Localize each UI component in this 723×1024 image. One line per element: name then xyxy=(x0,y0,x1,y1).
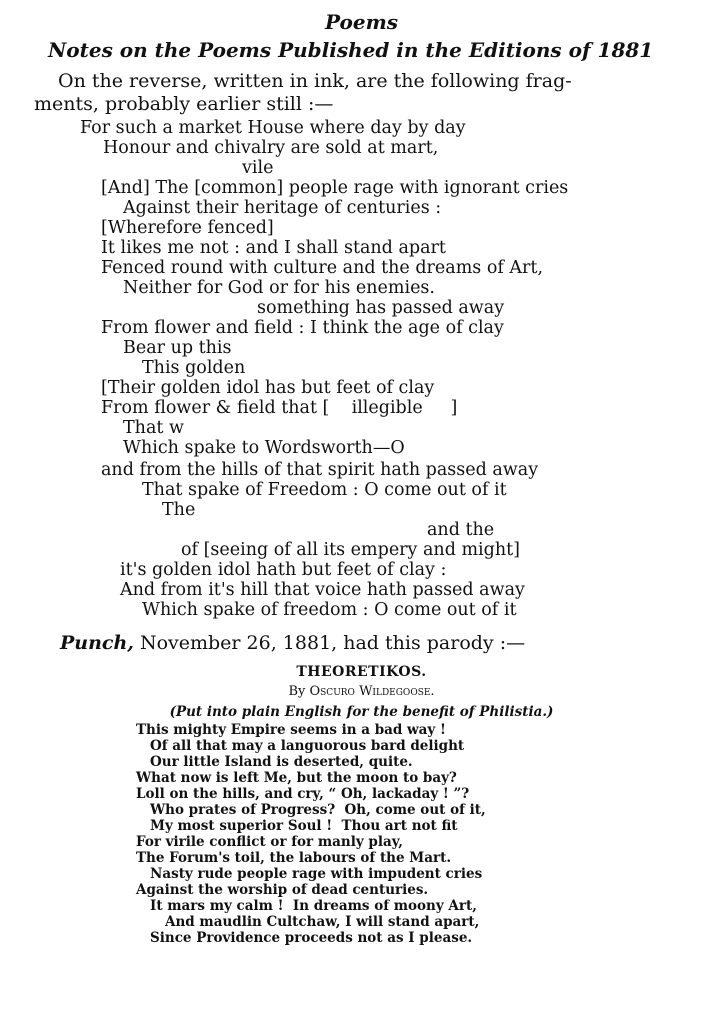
fragment-line: it's golden idol hath but feet of clay : xyxy=(120,560,447,580)
fragment-line: That w xyxy=(123,418,184,438)
byline-by: By xyxy=(288,684,306,699)
fragment-line: It likes me not : and I shall stand apart xyxy=(101,238,446,258)
fragment-line: Neither for God or for his enemies. xyxy=(123,278,435,298)
running-head: Poems xyxy=(325,10,398,34)
fragment-line: That spake of Freedom : O come out of it xyxy=(142,480,507,500)
fragment-line: Which spake of freedom : O come out of it xyxy=(142,600,517,620)
fragment-line: [Their golden idol has but feet of clay xyxy=(101,378,435,398)
parody-line: Since Providence proceeds not as I please. xyxy=(150,930,473,946)
parody-line: Of all that may a languorous bard delight xyxy=(150,738,465,754)
parody-line: The Forum's toil, the labours of the Mart. xyxy=(136,850,452,866)
parody-line: Who prates of Progress? Oh, come out of it, xyxy=(150,802,486,818)
fragment-line: Which spake to Wordsworth—O xyxy=(123,438,405,458)
fragment-line: [Wherefore fenced] xyxy=(101,218,274,238)
parody-line: Nasty rude people rage with impudent cries xyxy=(150,866,483,882)
parody-line: And maudlin Cultchaw, I will stand apart, xyxy=(165,914,480,930)
fragment-line: Honour and chivalry are sold at mart, xyxy=(103,138,439,158)
punch-intro xyxy=(60,632,525,654)
fragment-line: For such a market House where day by day xyxy=(80,118,466,138)
fragment-line: This golden xyxy=(142,358,246,378)
parody-line: For virile conflict or for manly play, xyxy=(136,834,403,850)
section-title: Notes on the Poems Published in the Editions of 1881 xyxy=(48,38,654,62)
fragment-line: Fenced round with culture and the dreams of Art, xyxy=(101,258,544,278)
fragment-line: something has passed away xyxy=(257,298,505,318)
parody-line: Loll on the hills, and cry, “ Oh, lackaday ! ”? xyxy=(136,786,470,802)
fragment-line: of [seeing of all its empery and might] xyxy=(181,540,520,560)
parody-note: (Put into plain English for the benefit of Philistia.) xyxy=(169,704,554,720)
parody-line: My most superior Soul ! Thou art not fit xyxy=(150,818,458,834)
parody-line: Our little Island is deserted, quite. xyxy=(150,754,413,770)
intro-line-2: ments, probably earlier still :— xyxy=(34,93,334,115)
punch-intro-text: November 26, 1881, had this parody :— xyxy=(133,632,526,654)
parody-title: THEORETIKOS. xyxy=(296,664,427,680)
parody-line: Against the worship of dead centuries. xyxy=(136,882,429,898)
punch-name: Punch, xyxy=(60,632,134,654)
fragment-line: [And] The [common] people rage with ignorant cries xyxy=(101,178,569,198)
fragment-line: Bear up this xyxy=(123,338,232,358)
fragment-line: From flower and field : I think the age of clay xyxy=(101,318,504,338)
fragment-line: And from it's hill that voice hath passed away xyxy=(120,580,525,600)
intro-line-1: On the reverse, written in ink, are the following frag- xyxy=(58,70,572,92)
fragment-line: vile xyxy=(242,158,274,178)
parody-byline xyxy=(0,684,723,699)
parody-line: This mighty Empire seems in a bad way ! xyxy=(136,722,446,738)
parody-line: What now is left Me, but the moon to bay? xyxy=(136,770,457,786)
fragment-line: Against their heritage of centuries : xyxy=(123,198,442,218)
fragment-line: From flower & field that [ illegible ] xyxy=(101,398,458,418)
fragment-line: and from the hills of that spirit hath passed away xyxy=(101,460,539,480)
fragment-line: and the xyxy=(427,520,495,540)
parody-line: It mars my calm ! In dreams of moony Art, xyxy=(150,898,477,914)
parody-author: Oscuro Wildegoose. xyxy=(309,684,435,699)
fragment-line: The xyxy=(162,500,196,520)
